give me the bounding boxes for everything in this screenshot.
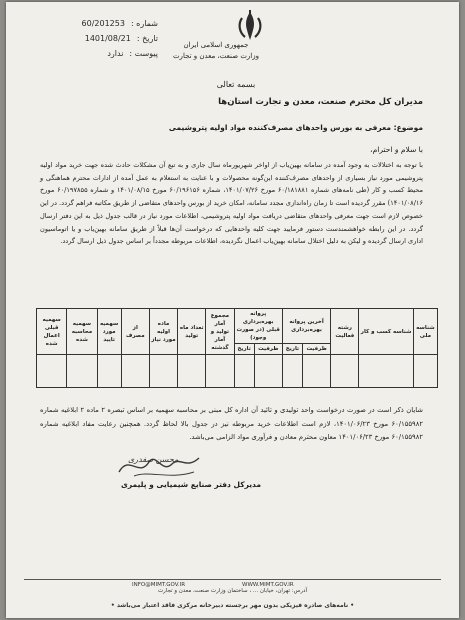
signature-scribble (114, 444, 204, 484)
ministry-line-1: جمهوری اسلامی ایران (183, 41, 249, 49)
footer-email: INFO@MIMT.GOV.IR (132, 582, 186, 588)
footer-address: آدرس: تهران، خیابان ... ، ساختمان وزارت صنعت، معدن و تجارت (158, 588, 307, 594)
body-paragraph: با توجه به اختلالات به وجود آمده در سامانه بهین‌یاب از اواخر شهریورماه سال جاری و به تبع آن مشکلات حادث شده جهت خرید مواد اولیه پتروشیمی مورد نیاز بسیاری از واحدهای مصرف‌کننده این‌گونه محصولات و با عنایت به استعلام به عمل آمده از ادارات محترم هماهنگی و محیط کسب و کار (طی نامه‌های شماره ۶۰/۱۸۱۸۸۱ مورخ ۱۴۰۱/۰۷/۲۶، شماره ۶۰/۱۹۶۱۵۶ مورخ ۱۴۰۱/۰۸/۱۵ و شماره ۶۰/۱۹۷۸۵۵ مورخ ۱۴۰۱/۰۸/۱۶) مقرر گردیده است تا زمان راه‌اندازی مجدد سامانه، امکان خرید از بورس واحدهای متقاضی از طریق مکاتبه فراهم گردد. در این خصوص لازم است جهت معرفی واحدهای متقاضی دریافت مواد اولیه پتروشیمی، اطلاعات مورد نیاز در قالب جدول ذیل به این دفتر ارسال گردد. در این رابطه خواهشمندست دستور فرمایید جهت کلیه واحدهایی که درخواست آن‌ها قبلاً از طریق سامانه بهین‌یاب و یا اتوماسیون اداری ارسال گردیده و لیکن به دلیل اختلال سامانه بهین‌یاب اعمال نگردیده، اطلاعات مربوطه مجدداً بر اساس جدول ذیل ارسال گردد. (40, 161, 423, 246)
col-business-id: شناسه کسب و کار (359, 309, 413, 355)
number-label: شماره : (130, 19, 158, 28)
attachment-label: پیوست : (129, 49, 158, 58)
col-months: تعداد ماه تولید (178, 309, 206, 355)
iran-emblem-icon (235, 10, 265, 42)
request-table (36, 308, 438, 388)
col-calculated-quota: سهمیه محاسبه شده (67, 309, 97, 355)
letter-meta (28, 16, 158, 61)
signatory-title: مدیرکل دفتر صنایع شیمیایی و پلیمری (121, 480, 262, 489)
col-consumption: از مصرف (121, 309, 149, 355)
subject-line: موضوع: معرفی به بورس واحدهای مصرف‌کننده مواد اولیه پتروشیمی (168, 123, 423, 132)
greeting: با سلام و احترام، (370, 145, 423, 154)
table-row (37, 355, 438, 388)
col-activity: رشته فعالیت (331, 309, 359, 355)
date-value: 1401/08/21 (84, 34, 131, 43)
recipient-line: مدیران کل محترم صنعت، معدن و تجارت استان‌ها (218, 97, 423, 107)
col-prior-quota: سهمیه قبلی اعمال شده (37, 309, 67, 355)
ministry-header (161, 40, 271, 62)
date-label: تاریخ : (136, 34, 158, 43)
col-raw-material: ماده اولیه مورد نیاز (149, 309, 177, 355)
ministry-line-2: وزارت صنعت، معدن و تجارت (172, 52, 260, 60)
col-approved-quota: سهمیه مورد تایید (97, 309, 121, 355)
col-date-2: تاریخ (234, 344, 254, 355)
col-capacity-2: ظرفیت (254, 344, 282, 355)
col-production-stats: مجموع آمار تولید و آمار گذشته (206, 309, 234, 355)
col-prior-license: پروانه بهره‌برداری قبلی (در صورت وجود) (234, 309, 282, 344)
col-date-1: تاریخ (282, 344, 302, 355)
signatory-name: محسن صفدری (128, 455, 179, 464)
col-last-license: آخرین پروانه بهره‌برداری (282, 309, 330, 344)
note-paragraph: شایان ذکر است در صورت درخواست واحد تولیدی و تائید آن اداره کل مبنی بر محاسبه سهمیه بر اساس تبصره ۲ ماده ۲ ابلاغیه شماره ۶۰/۱۵۵۹۸۲ مورخ ۱۴۰۱/۰۶/۲۳، لازم است اطلاعات خرید مربوطه نیز در جدول بالا لحاظ گردد. همچنین رعایت مفاد ابلاغیه شماره ۶۰/۱۵۵۹۸۲ مورخ ۱۴۰۱/۰۶/۲۳ معاون محترم معادن و فرآوری مواد الزامی می‌باشد. (40, 406, 423, 441)
letter-page (6, 2, 459, 618)
footer-divider (24, 579, 441, 580)
footer-disclaimer: • نامه‌های صادره فیزیکی بدون مهر برجسته دبیرخانه مرکزی فاقد اعتبار می‌باشد • (110, 602, 355, 609)
bismillah: بسمه تعالی (216, 80, 256, 89)
number-value: 60/201253 (81, 19, 125, 28)
footer-website: WWW.MIMT.GOV.IR (242, 582, 294, 588)
attachment-value: ندارد (107, 49, 124, 58)
col-national-id: شناسه ملی (413, 309, 437, 355)
col-capacity-1: ظرفیت (303, 344, 331, 355)
